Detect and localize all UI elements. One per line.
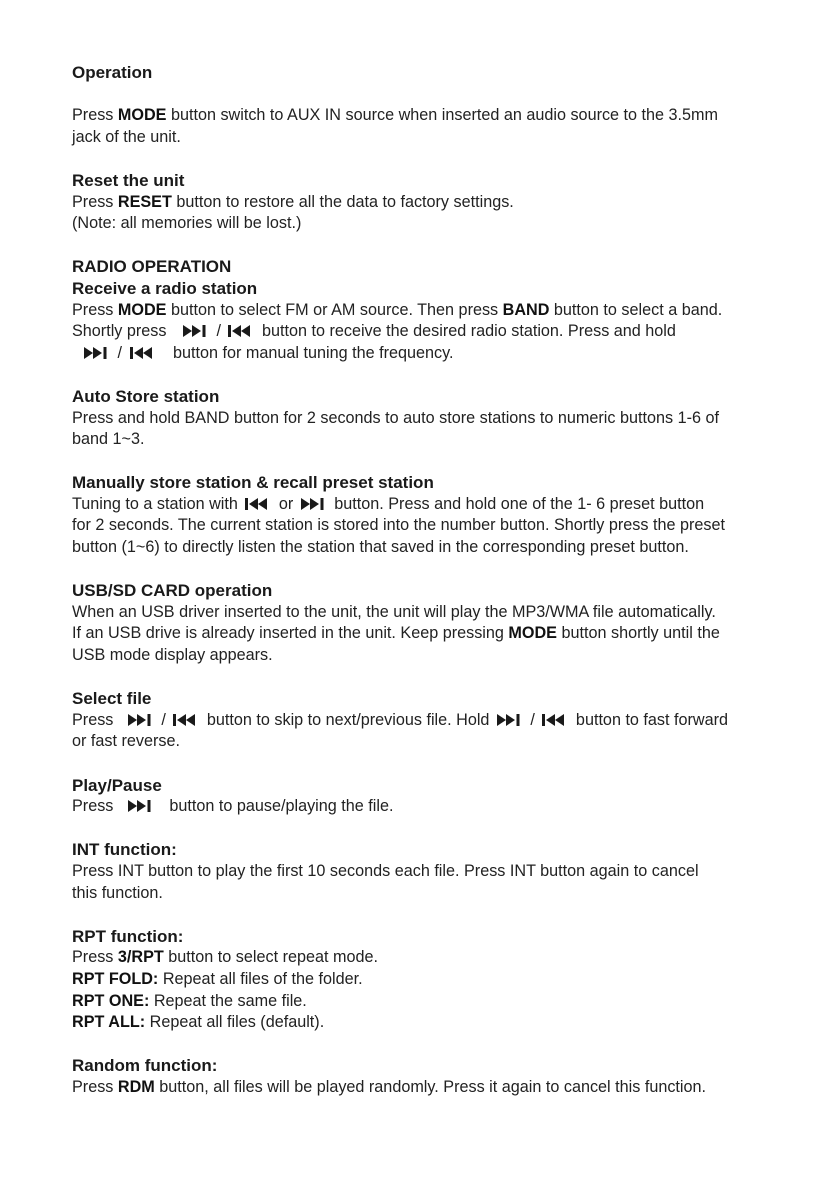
operation-heading: Operation [72, 63, 153, 82]
text: Repeat all files of the folder. [158, 969, 363, 988]
random-heading: Random function: [72, 1056, 218, 1076]
text: If an USB drive is already inserted in the unit. Keep pressing [72, 624, 509, 643]
rpt-label: 3/RPT [117, 948, 164, 967]
receive-station-heading: Receive a radio station [72, 278, 258, 298]
text: Press [72, 1077, 118, 1096]
skip-next-icon [84, 347, 110, 359]
text: button for manual tuning the frequency. [168, 343, 454, 362]
reset-text [72, 192, 772, 214]
text: button to select repeat mode. [163, 948, 378, 967]
usb-line-1: When an USB driver inserted to the unit, the unit will play the MP3/WMA file automatically. [72, 602, 716, 621]
radio-line-1 [72, 300, 772, 322]
manual-store-line-3: button (1~6) to directly listen the station that saved in the corresponding preset button. [72, 538, 689, 557]
manual-store-heading: Manually store station & recall preset station [72, 473, 434, 493]
random-text [72, 1077, 772, 1099]
manual-store-line-2: for 2 seconds. The current station is stored into the number button. Shortly press the preset [72, 516, 725, 535]
rdm-label: RDM [117, 1077, 155, 1096]
mode-label: MODE [117, 300, 167, 319]
select-file-heading: Select file [72, 689, 152, 709]
play-pause-heading: Play/Pause [72, 775, 162, 795]
int-line-1: Press INT button to play the first 10 seconds each file. Press INT button again to cancel [72, 861, 699, 880]
text: Press [72, 948, 118, 967]
text: button to select a band. [549, 300, 723, 319]
text: / [211, 322, 226, 341]
text: button switch to AUX IN source when inserted an audio source to the 3.5mm [166, 106, 719, 125]
text: Press [72, 797, 118, 816]
text: / [156, 710, 171, 729]
select-file-line-1 [72, 710, 772, 732]
band-label: BAND [502, 300, 550, 319]
rpt-one-line [72, 991, 772, 1013]
operation-text [72, 105, 772, 127]
operation-text-2: jack of the unit. [72, 127, 181, 146]
text: Press [72, 300, 118, 319]
skip-previous-icon [542, 714, 568, 726]
int-line-2: this function. [72, 883, 163, 902]
rpt-one-label: RPT ONE: [72, 991, 150, 1010]
skip-previous-icon [173, 714, 199, 726]
play-pause-text [72, 796, 772, 818]
text: button to receive the desired radio station. Press and hold [257, 322, 676, 341]
text: Repeat the same file. [149, 991, 307, 1010]
text: button to skip to next/previous file. Hold [202, 710, 494, 729]
skip-previous-icon [228, 325, 254, 337]
text: Press [72, 192, 118, 211]
text: button to pause/playing the file. [164, 797, 394, 816]
text: button, all files will be played randomly. Press it again to cancel this function. [154, 1077, 707, 1096]
text: button. Press and hold one of the 1- 6 preset button [329, 494, 705, 513]
auto-store-line-2: band 1~3. [72, 430, 145, 449]
reset-heading: Reset the unit [72, 170, 185, 190]
reset-label: RESET [117, 192, 172, 211]
rpt-line-1 [72, 947, 772, 969]
text: Tuning to a station with [72, 494, 243, 513]
skip-next-icon [128, 800, 154, 812]
rpt-fold-line [72, 969, 772, 991]
radio-heading: RADIO OPERATION [72, 257, 232, 277]
usb-line-3: USB mode display appears. [72, 646, 273, 665]
skip-next-icon [183, 325, 209, 337]
auto-store-heading: Auto Store station [72, 386, 220, 406]
usb-heading: USB/SD CARD operation [72, 581, 273, 601]
text: Repeat all files (default). [145, 1013, 325, 1032]
text: button to select FM or AM source. Then press [166, 300, 503, 319]
rpt-fold-label: RPT FOLD: [72, 969, 159, 988]
mode-label: MODE [508, 624, 557, 643]
skip-previous-icon [130, 347, 156, 359]
rpt-all-label: RPT ALL: [72, 1013, 146, 1032]
skip-next-icon [128, 714, 154, 726]
text: Press [72, 710, 118, 729]
radio-line-3 [72, 343, 772, 365]
text: / [113, 343, 127, 362]
text: button to fast forward [571, 710, 729, 729]
text: button to restore all the data to factory settings. [171, 192, 514, 211]
select-file-line-2: or fast reverse. [72, 732, 180, 751]
skip-previous-icon [245, 498, 271, 510]
auto-store-line-1: Press and hold BAND button for 2 seconds to auto store stations to numeric buttons 1-6 of [72, 408, 719, 427]
radio-line-2 [72, 321, 772, 343]
text: / [525, 710, 540, 729]
mode-label: MODE [117, 106, 167, 125]
text: button shortly until the [556, 624, 720, 643]
text: Press [72, 106, 118, 125]
rpt-heading: RPT function: [72, 926, 184, 946]
skip-next-icon [497, 714, 523, 726]
reset-note: (Note: all memories will be lost.) [72, 214, 302, 233]
usb-line-2 [72, 623, 772, 645]
text: or [274, 494, 298, 513]
text: Shortly press [72, 322, 171, 341]
rpt-all-line [72, 1012, 772, 1034]
manual-store-line-1 [72, 494, 772, 516]
manual-page [72, 62, 772, 1099]
skip-next-icon [301, 498, 327, 510]
int-heading: INT function: [72, 840, 177, 860]
